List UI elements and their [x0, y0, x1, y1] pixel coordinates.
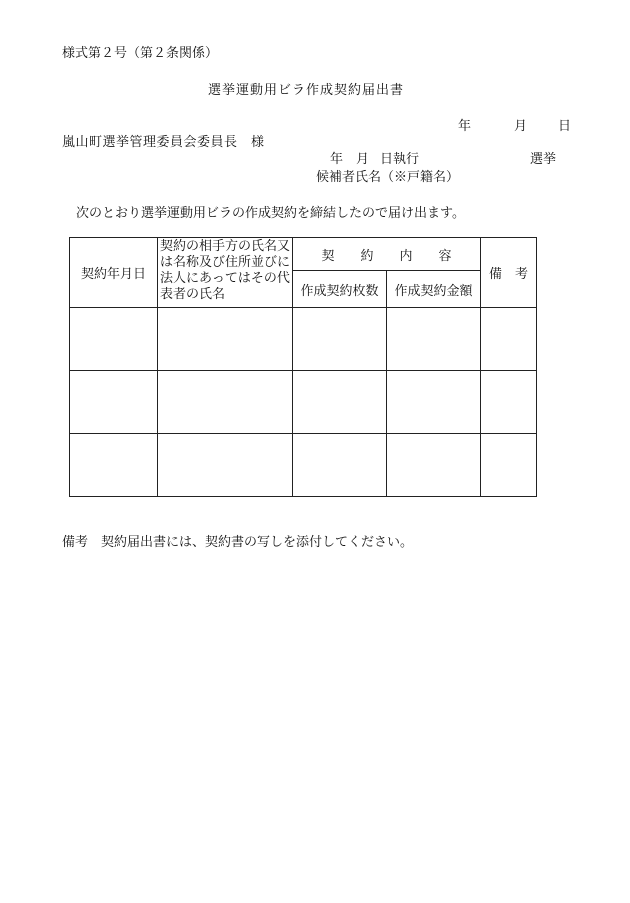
table-header-row [70, 238, 537, 271]
header-contract-content: 契 約 内 容 [293, 238, 481, 271]
election-label: 選挙 [530, 152, 557, 167]
cell-notes[interactable] [481, 308, 537, 371]
table-row [70, 371, 537, 434]
cell-party[interactable] [158, 308, 293, 371]
remarks-note: 備考 契約届出書には、契約書の写しを添付してください。 [62, 535, 414, 550]
header-sheet-count: 作成契約枚数 [293, 271, 387, 308]
cell-amount[interactable] [387, 308, 481, 371]
addressee: 嵐山町選挙管理委員会委員長 様 [62, 135, 265, 150]
cell-party[interactable] [158, 434, 293, 497]
body-text: 次のとおり選挙運動用ビラの作成契約を締結したので届け出ます。 [76, 206, 465, 221]
date-day-label: 日 [558, 119, 572, 134]
candidate-name-label: 候補者氏名（※戸籍名） [316, 170, 460, 185]
cell-amount[interactable] [387, 371, 481, 434]
cell-notes[interactable] [481, 434, 537, 497]
cell-contract-date[interactable] [70, 434, 158, 497]
cell-party[interactable] [158, 371, 293, 434]
cell-sheet-count[interactable] [293, 308, 387, 371]
contract-table [69, 237, 537, 497]
cell-sheet-count[interactable] [293, 434, 387, 497]
cell-contract-date[interactable] [70, 371, 158, 434]
table-row [70, 308, 537, 371]
date-year-label: 年 [458, 119, 472, 134]
date-month-label: 月 [514, 119, 528, 134]
form-number: 様式第２号（第２条関係） [62, 46, 219, 61]
table-row [70, 434, 537, 497]
exec-year-label: 年 [330, 152, 344, 167]
header-party: 契約の相手方の氏名又は名称及び住所並びに法人にあってはその代表者の氏名 [158, 238, 293, 308]
cell-amount[interactable] [387, 434, 481, 497]
header-contract-date: 契約年月日 [70, 238, 158, 308]
cell-sheet-count[interactable] [293, 371, 387, 434]
header-amount: 作成契約金額 [387, 271, 481, 308]
exec-month-label: 月 [356, 152, 370, 167]
cell-notes[interactable] [481, 371, 537, 434]
document-title: 選挙運動用ビラ作成契約届出書 [208, 83, 405, 98]
cell-contract-date[interactable] [70, 308, 158, 371]
header-notes: 備 考 [481, 238, 537, 308]
exec-day-label: 日執行 [380, 152, 420, 167]
